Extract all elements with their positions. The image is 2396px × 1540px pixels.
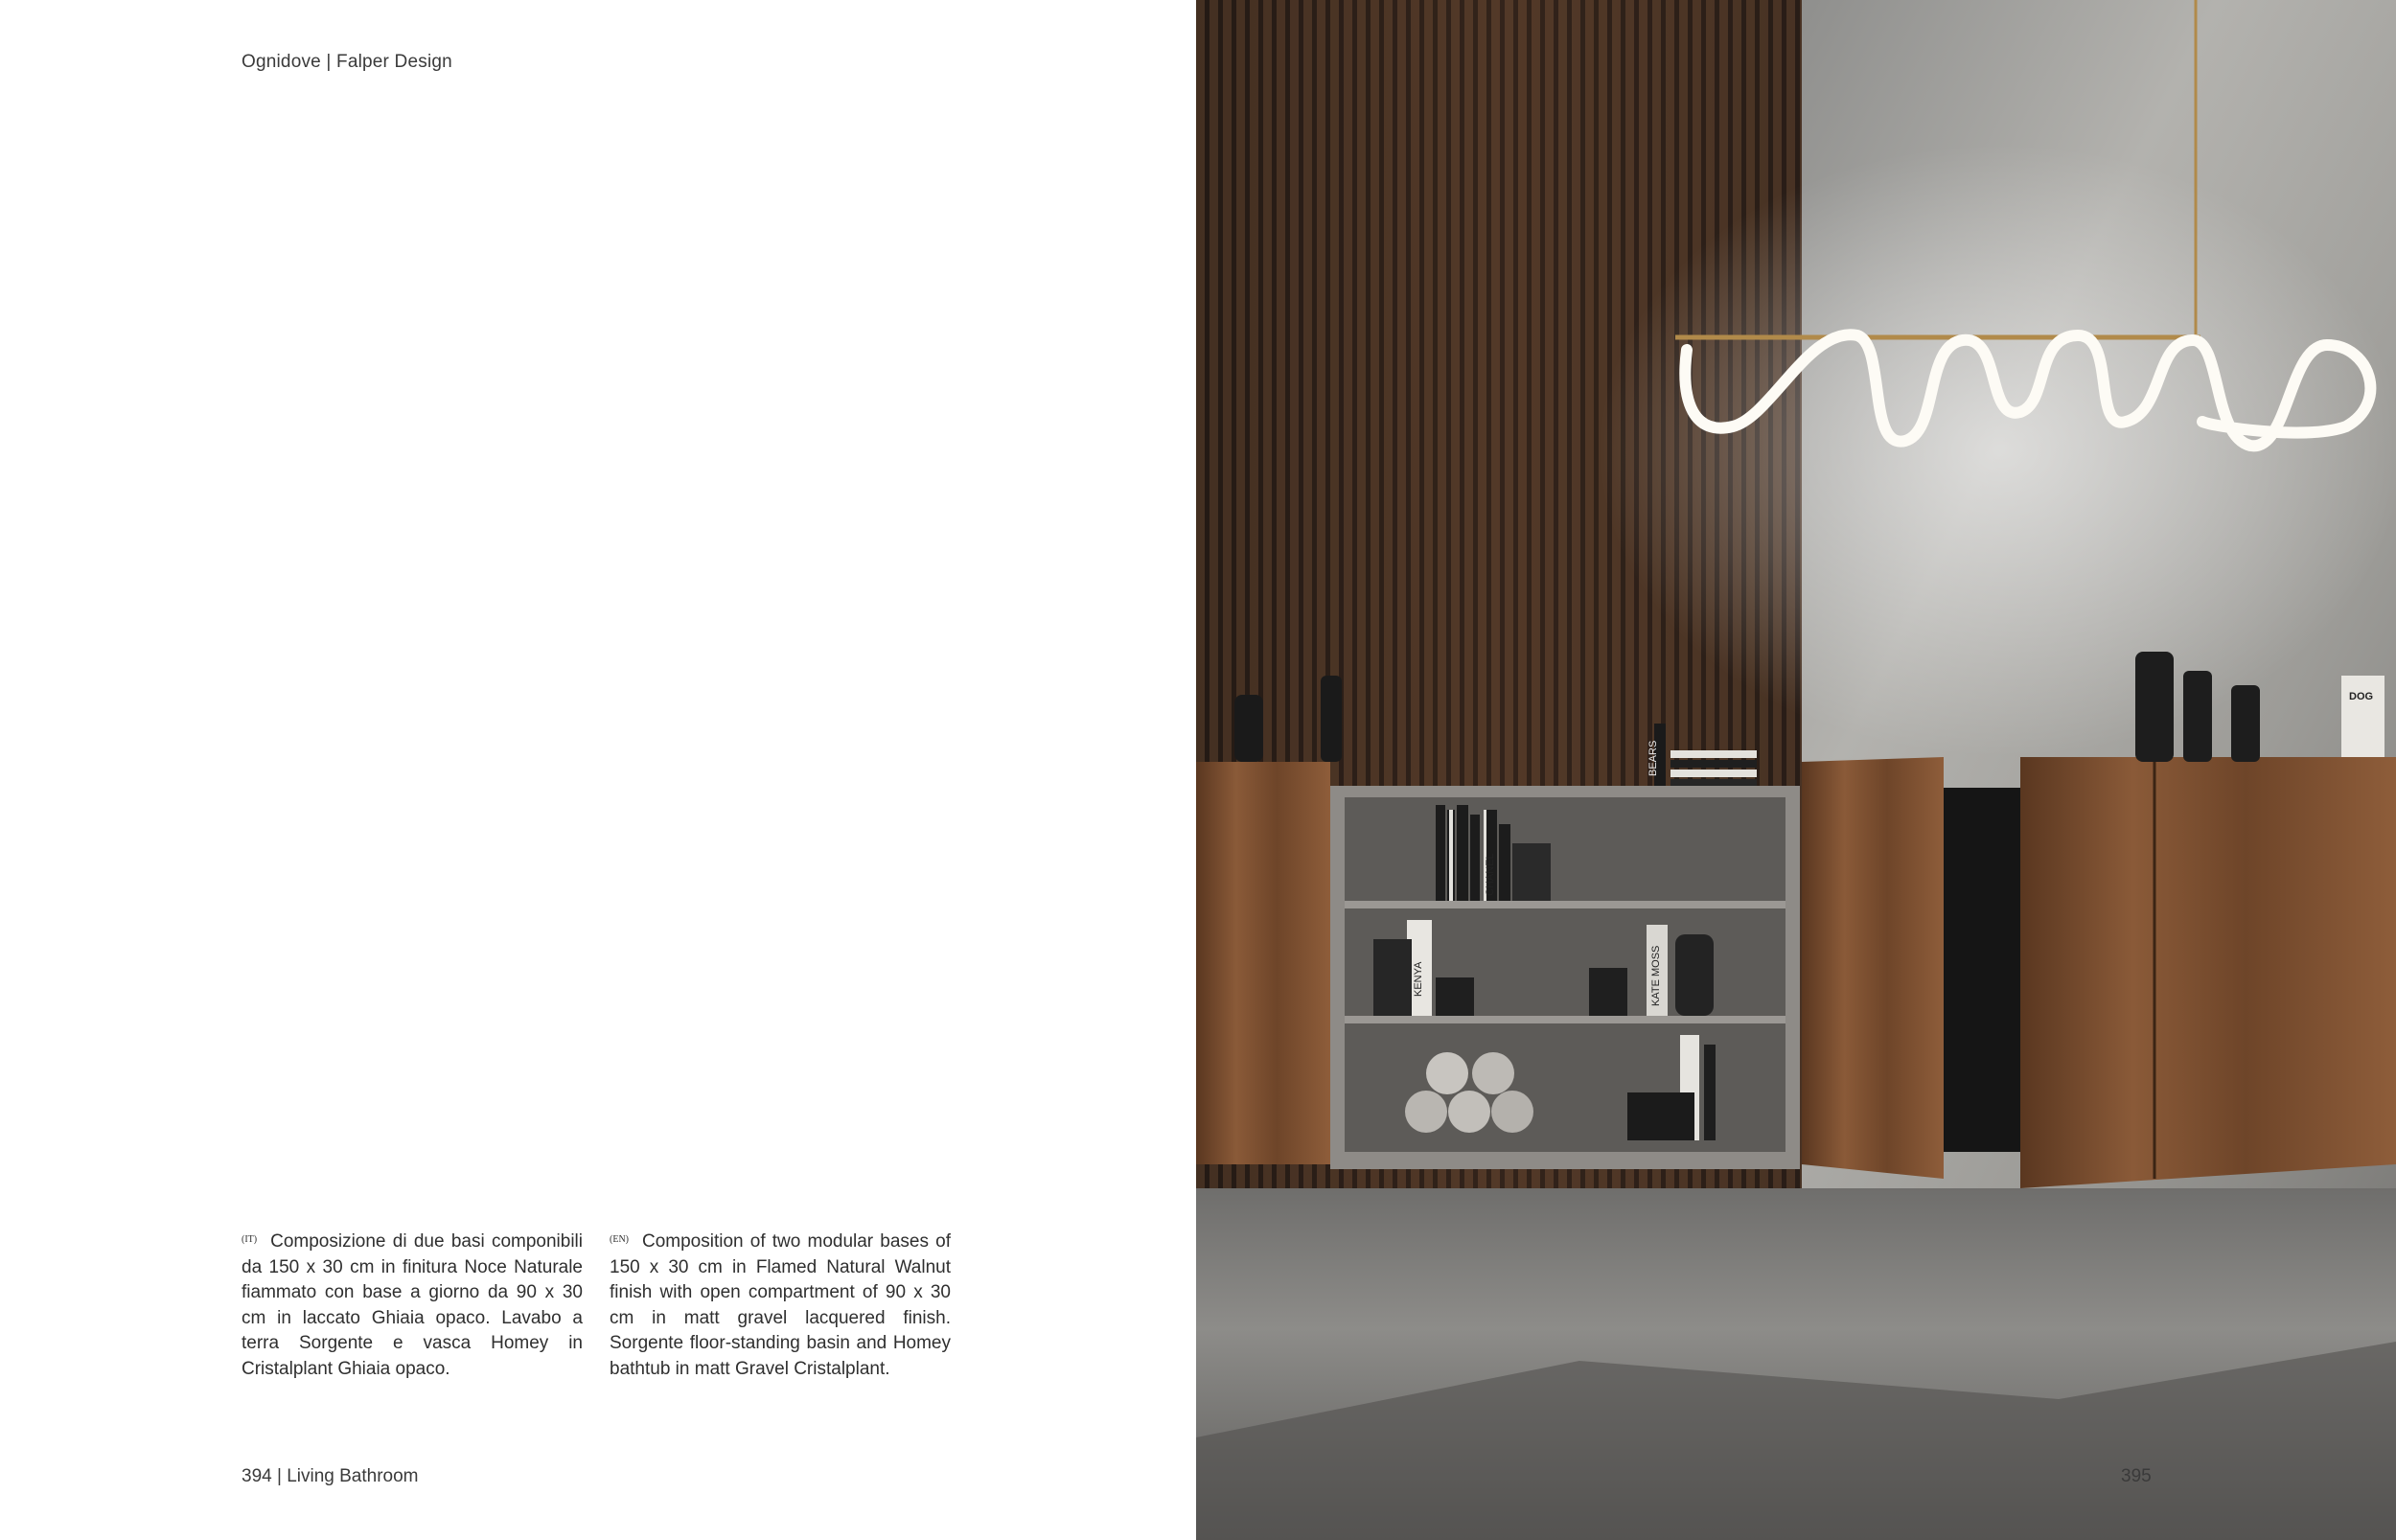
description-italian (242, 1230, 583, 1382)
left-page (0, 0, 1196, 1540)
book-spine-chanel: CHANEL (1485, 853, 1496, 896)
page-number-right: 395 (2121, 1466, 2152, 1486)
book-spine-kate-moss: KATE MOSS (1650, 945, 1662, 1006)
brand-header: Ognidove | Falper Design (242, 52, 452, 72)
lang-tag-en: (EN) (610, 1234, 629, 1245)
page-footer-left: 394 | Living Bathroom (242, 1466, 419, 1486)
book-spine-kenya: KENYA (1413, 961, 1424, 997)
book-spine-bears: BEARS (1647, 740, 1659, 776)
description-english (610, 1230, 951, 1382)
lang-tag-it: (IT) (242, 1234, 258, 1245)
product-photo-page (1196, 0, 2396, 1540)
book-label-dog: DOG (2349, 691, 2374, 702)
description-it-text: Composizione di due basi componibili da 150 x 30 cm in finitura Noce Naturale fiammato con base a giorno da 90 x 30 cm in laccato Ghiaia opaco. Lavabo a terra Sorgente e vasca Homey in Cristalplant Ghiaia opaco. (242, 1231, 583, 1379)
interior-photo (1196, 0, 2396, 1540)
description-en-text: Composition of two modular bases of 150 x 30 cm in Flamed Natural Walnut finish with open compartment of 90 x 30 cm in matt gravel lacquered finish. Sorgente floor-standing basin and Homey bathtub in matt Gravel Cristalplant. (610, 1231, 951, 1379)
